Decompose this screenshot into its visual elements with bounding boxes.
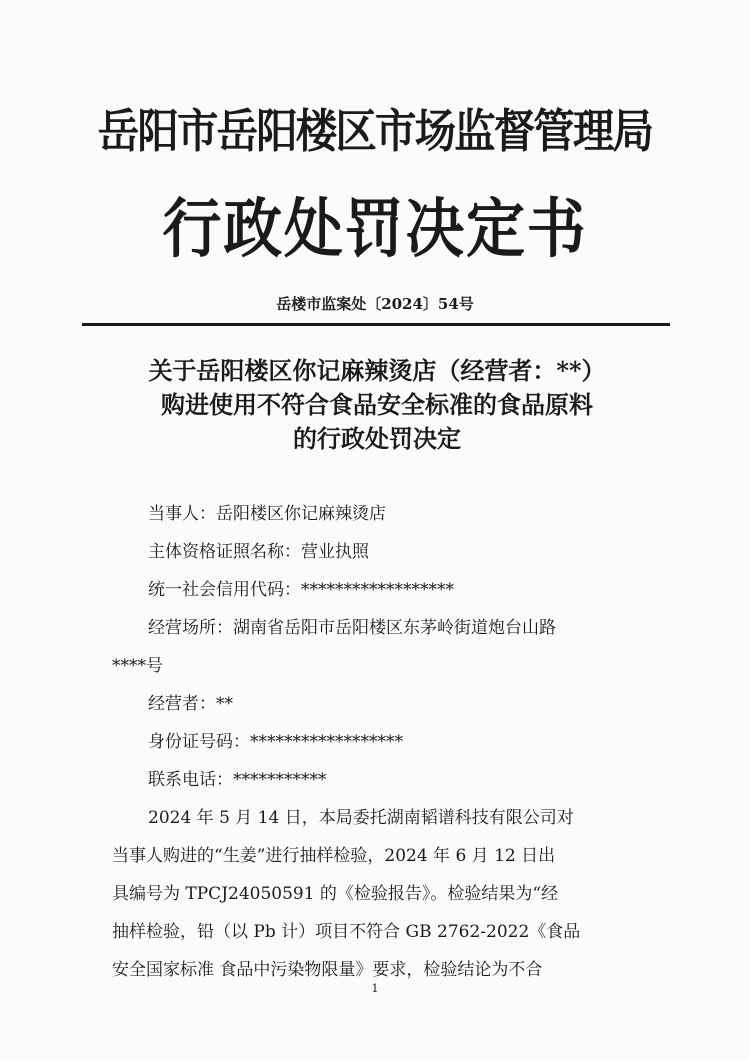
- license-name: 主体资格证照名称：营业执照: [148, 542, 369, 562]
- header-divider: [82, 323, 670, 326]
- paragraph-line: 抽样检验，铅（以 Pb 计）项目不符合 GB 2762-2022《食品: [112, 922, 581, 942]
- paragraph-line: 安全国家标准 食品中污染物限量》要求，检验结论为不合: [112, 960, 543, 980]
- agency-name: 岳阳市岳阳楼区市场监督管理局: [97, 104, 653, 158]
- operator: 经营者：**: [148, 694, 233, 714]
- document-type-title: 行政处罚决定书: [162, 193, 588, 267]
- document-number: 岳楼市监案处〔2024〕54号: [276, 295, 474, 313]
- document-body: [112, 495, 642, 989]
- title-line: 的行政处罚决定: [293, 424, 461, 453]
- title-line: 购进使用不符合食品安全标准的食品原料: [161, 390, 593, 419]
- phone-number: 联系电话：***********: [148, 770, 327, 790]
- credit-code: 统一社会信用代码：******************: [148, 580, 454, 600]
- paragraph-line: 2024 年 5 月 14 日，本局委托湖南韬谱科技有限公司对: [148, 808, 574, 828]
- party-name: 当事人：岳阳楼区你记麻辣烫店: [148, 504, 386, 524]
- business-address: 经营场所：湖南省岳阳市岳阳楼区东茅岭街道炮台山路: [148, 618, 556, 638]
- title-line: 关于岳阳楼区你记麻辣烫店（经营者：**）: [148, 356, 606, 385]
- business-address-cont: ****号: [112, 656, 163, 676]
- paragraph-line: 具编号为 TPCJ24050591 的《检验报告》。检验结果为“经: [112, 884, 559, 904]
- id-number: 身份证号码：******************: [148, 732, 403, 752]
- page-number: 1: [371, 982, 379, 995]
- paragraph-line: 当事人购进的“生姜”进行抽样检验，2024 年 6 月 12 日出: [112, 846, 556, 866]
- decision-title: [82, 354, 672, 456]
